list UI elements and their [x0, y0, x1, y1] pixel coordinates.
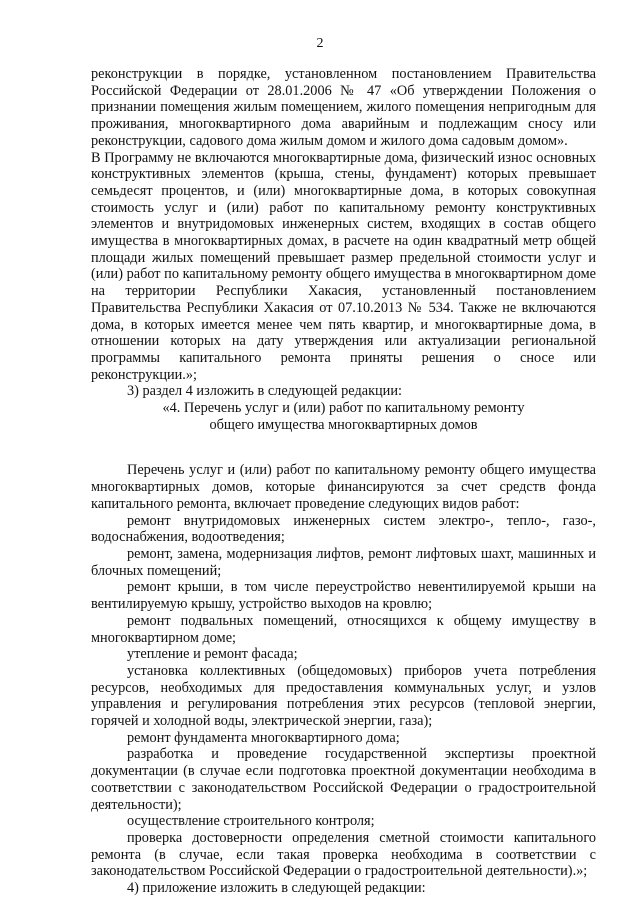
- list-item-basement: ремонт подвальных помещений, относящихся к общему имуществу в многоквартирном доме;: [91, 612, 596, 646]
- paragraph-1: реконструкции в порядке, установленном постановлением Правительства Российской Федерации от 28.01.2006 № 47 «Об утверждении Положения о признании помещения жилым помещением, жилого помещения непригодным для проживания, многоквартирного дома аварийным и подлежащим сносу или реконструкции, садового дома жилым домом и жилого дома садовым домом».: [91, 66, 596, 149]
- paragraph-4-appendix: 4) приложение изложить в следующей редакции:: [127, 880, 426, 897]
- paragraph-2: В Программу не включаются многоквартирные дома, физический износ основных конструктивных элементов (крыша, стены, фундамент) которых превышает семьдесят процентов, и (или) многоквартирные дома, в которых совокупная стоимость услуг и (или) работ по капитальному ремонту конструктивных элементов и внутридомовых инженерных систем, входящих в состав общего имущества в многоквартирных домах, в расчете на один квадратный метр общей площади жилых помещений превышает размер предельной стоимости услуг и (или) работ по капитальному ремонту общего имущества в многоквартирном доме на территории Республики Хакасия, установленный постановлением Правительства Республики Хакасия от 07.10.2013 № 534. Также не включаются дома, в которых имеется менее чем пять квартир, и многоквартирные дома, в отношении которых на дату утверждения или актуализации региональной программы капитального ремонта приняты решения о сносе или реконструкции.»;: [91, 149, 596, 383]
- list-item-foundation: ремонт фундамента многоквартирного дома;: [127, 729, 400, 746]
- page-number: 2: [316, 36, 324, 51]
- list-item-cost-verification: проверка достоверности определения сметной стоимости капитального ремонта (в случае, если такая проверка необходима в соответствии с законодательством Российской Федерации о градостроительной деятельности).»;: [91, 829, 596, 880]
- list-item-facade: утепление и ремонт фасада;: [127, 646, 298, 663]
- section-heading-line-1: «4. Перечень услуг и (или) работ по капитальному ремонту: [162, 400, 525, 417]
- document-body: [91, 66, 596, 897]
- list-item-project-documentation: разработка и проведение государственной экспертизы проектной документации (в случае если подготовка проектной документации необходима в соответствии с законодательством Российской Федерации о градостроительной деятельности);: [91, 746, 596, 813]
- paragraph-3: 3) раздел 4 изложить в следующей редакции:: [127, 383, 402, 400]
- list-item-elevators: ремонт, замена, модернизация лифтов, ремонт лифтовых шахт, машинных и блочных помещений;: [91, 545, 596, 579]
- list-item-engineering-systems: ремонт внутридомовых инженерных систем электро-, тепло-, газо-, водоснабжения, водоотведения;: [91, 512, 596, 546]
- list-item-meters: установка коллективных (общедомовых) приборов учета потребления ресурсов, необходимых для предоставления коммунальных услуг, и узлов управления и регулирования потребления этих ресурсов (тепловой энергии, горячей и холодной воды, электрической энергии, газа);: [91, 662, 596, 730]
- paragraph-intro: Перечень услуг и (или) работ по капитальному ремонту общего имущества многоквартирных домов, которые финансируются за счет средств фонда капитального ремонта, включает проведение следующих видов работ:: [91, 462, 596, 512]
- list-item-roof: ремонт крыши, в том числе переустройство невентилируемой крыши на вентилируемую крышу, устройство выходов на кровлю;: [91, 579, 596, 613]
- list-item-construction-control: осуществление строительного контроля;: [127, 813, 375, 830]
- section-heading-line-2: общего имущества многоквартирных домов: [209, 416, 478, 433]
